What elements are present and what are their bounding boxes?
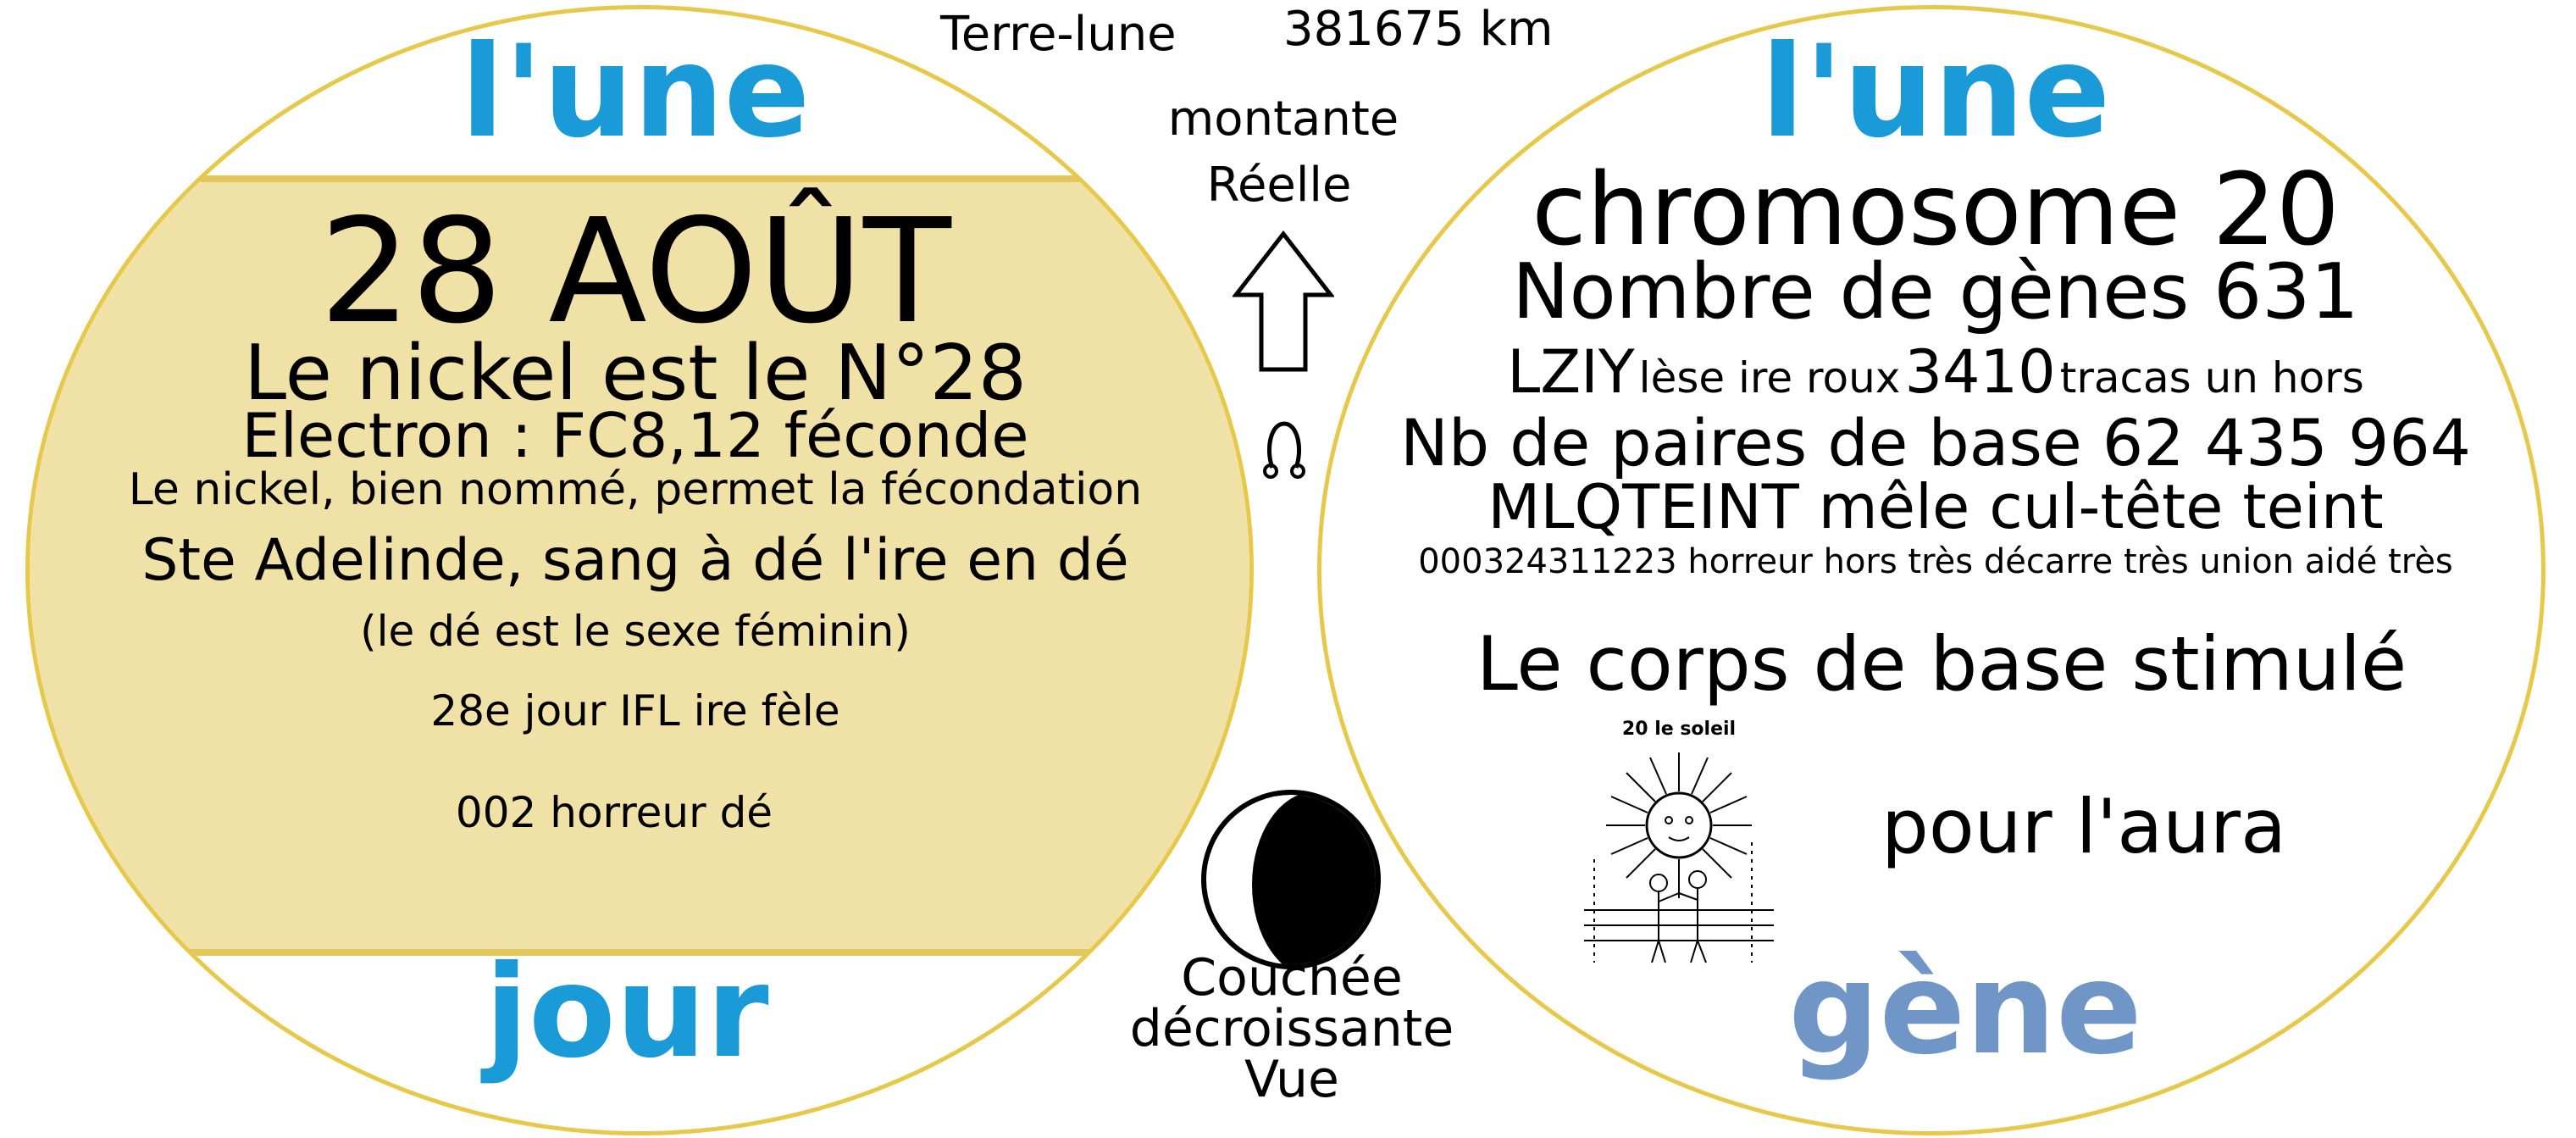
moon-kind: Réelle xyxy=(1206,158,1352,213)
lziy-text-1: lèse ire roux xyxy=(1638,353,1901,402)
left-footer: jour xyxy=(485,939,769,1086)
sun-tarot-card xyxy=(1574,719,1784,969)
chromosome-title: chromosome 20 xyxy=(1532,151,2340,268)
sun-drawing xyxy=(1574,741,1784,969)
saint-note: (le dé est le sexe féminin) xyxy=(360,607,911,656)
left-header: l'une xyxy=(460,19,811,166)
distance-value: 381675 km xyxy=(1283,2,1554,57)
card-caption: 20 le soleil xyxy=(1621,719,1737,740)
arrow-up-icon xyxy=(1233,230,1334,373)
distance-label: Terre-lune xyxy=(940,7,1177,62)
body-line: Le corps de base stimulé xyxy=(1476,620,2407,708)
moon-direction: montante xyxy=(1167,92,1399,147)
lziy-text-2: tracas un hors xyxy=(2059,353,2364,402)
left-code: 002 horreur dé xyxy=(455,788,773,837)
saint-line: Ste Adelinde, sang à dé l'ire en dé xyxy=(141,527,1129,594)
mlqteint-line: MLQTEINT mêle cul-tête teint xyxy=(1487,471,2384,542)
lziy-number: 3410 xyxy=(1904,337,2056,407)
right-footer: gène xyxy=(1788,935,2142,1083)
genes-line: Nombre de gènes 631 xyxy=(1512,247,2359,336)
moon-phase-3: Vue xyxy=(1244,1050,1339,1109)
element-line: Le nickel est le N°28 xyxy=(244,329,1027,418)
comment-line: Le nickel, bien nommé, permet la fécondation xyxy=(128,464,1143,515)
moon-phase-1: Couchée xyxy=(1181,948,1403,1008)
moon-node-icon xyxy=(1260,415,1308,481)
long-code-line: 000324311223 horreur hors très décarre très union aidé très xyxy=(1418,542,2453,581)
base-pairs-line: Nb de paires de base 62 435 964 xyxy=(1399,405,2472,480)
day-number: 28e jour IFL ire fèle xyxy=(430,686,840,736)
lziy-line xyxy=(1507,337,2364,407)
lziy-code: LZIY xyxy=(1507,337,1635,407)
moon-phase-2: décroissante xyxy=(1129,999,1454,1058)
moon-phase-icon xyxy=(1201,790,1381,969)
aura-line: pour l'aura xyxy=(1881,783,2287,870)
electron-line: Electron : FC8,12 féconde xyxy=(241,400,1029,471)
right-header: l'une xyxy=(1760,19,2111,166)
date-title: 28 AOÛT xyxy=(319,188,951,356)
